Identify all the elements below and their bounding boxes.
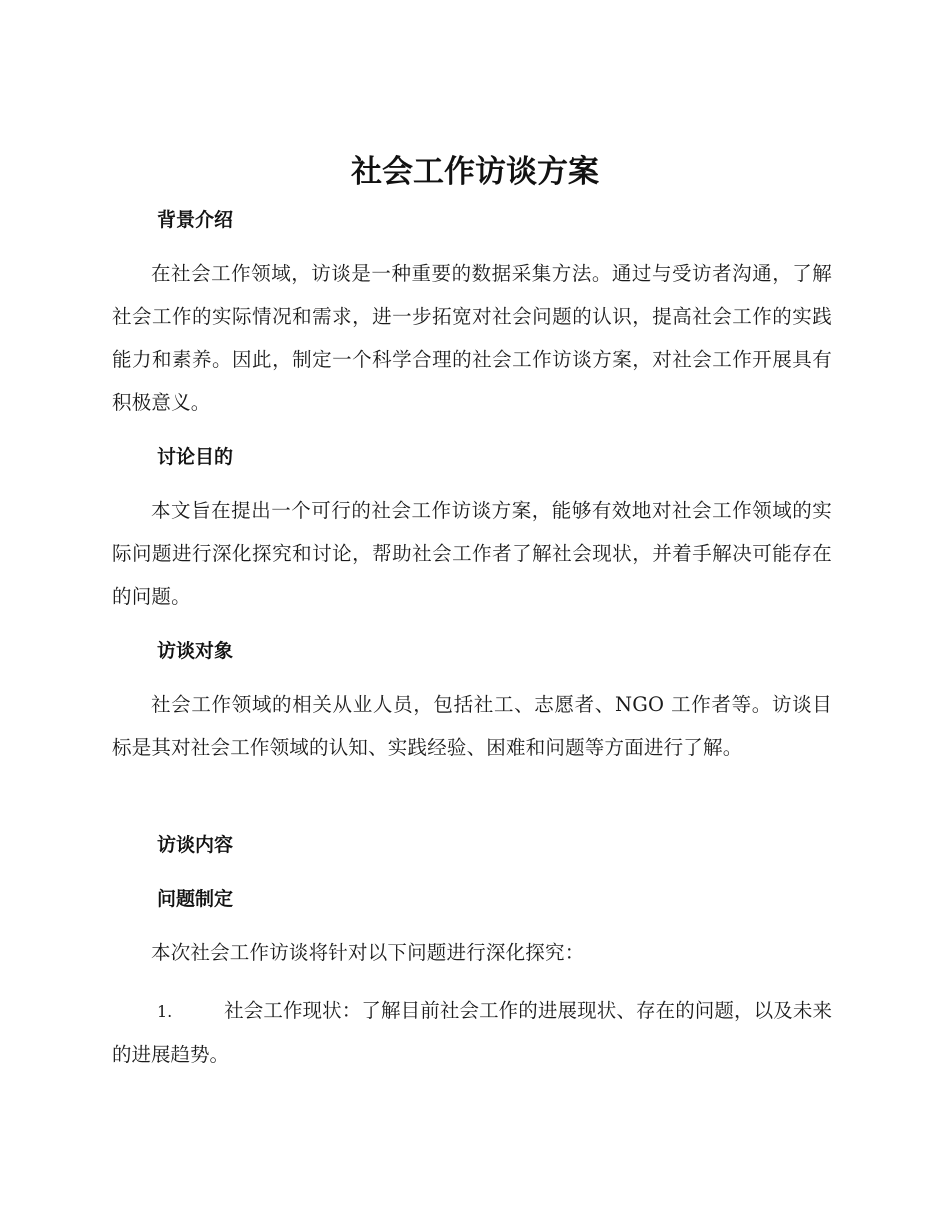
section-heading-questions: 问题制定 [157,888,234,910]
section-heading-interviewees: 访谈对象 [157,640,234,662]
list-item [112,989,832,1076]
section-heading-background: 背景介绍 [157,209,234,231]
section-heading-purpose: 讨论目的 [157,446,234,468]
section-paragraph-interviewees: 社会工作领域的相关从业人员，包括社工、志愿者、NGO 工作者等。访谈目标是其对社会工作领域的认知、实践经验、困难和问题等方面进行了解。 [112,693,832,759]
section-paragraph-background: 在社会工作领域，访谈是一种重要的数据采集方法。通过与受访者沟通，了解社会工作的实际情况和需求，进一步拓宽对社会问题的认识，提高社会工作的实践能力和素养。因此，制定一个科学合理的社会工作访谈方案，对社会工作开展具有积极意义。 [112,262,832,414]
list-item-text: 社会工作现状：了解目前社会工作的进展现状、存在的问题，以及未来的进展趋势。 [112,999,832,1066]
section-paragraph-questions: 本次社会工作访谈将针对以下问题进行深化探究： [151,941,585,964]
section-heading-content: 访谈内容 [157,834,234,856]
section-paragraph-purpose: 本文旨在提出一个可行的社会工作访谈方案，能够有效地对社会工作领域的实际问题进行深化探究和讨论，帮助社会工作者了解社会现状，并着手解决可能存在的问题。 [112,499,832,608]
list-item-number: 1. [157,1002,173,1021]
document-title: 社会工作访谈方案 [351,154,599,190]
